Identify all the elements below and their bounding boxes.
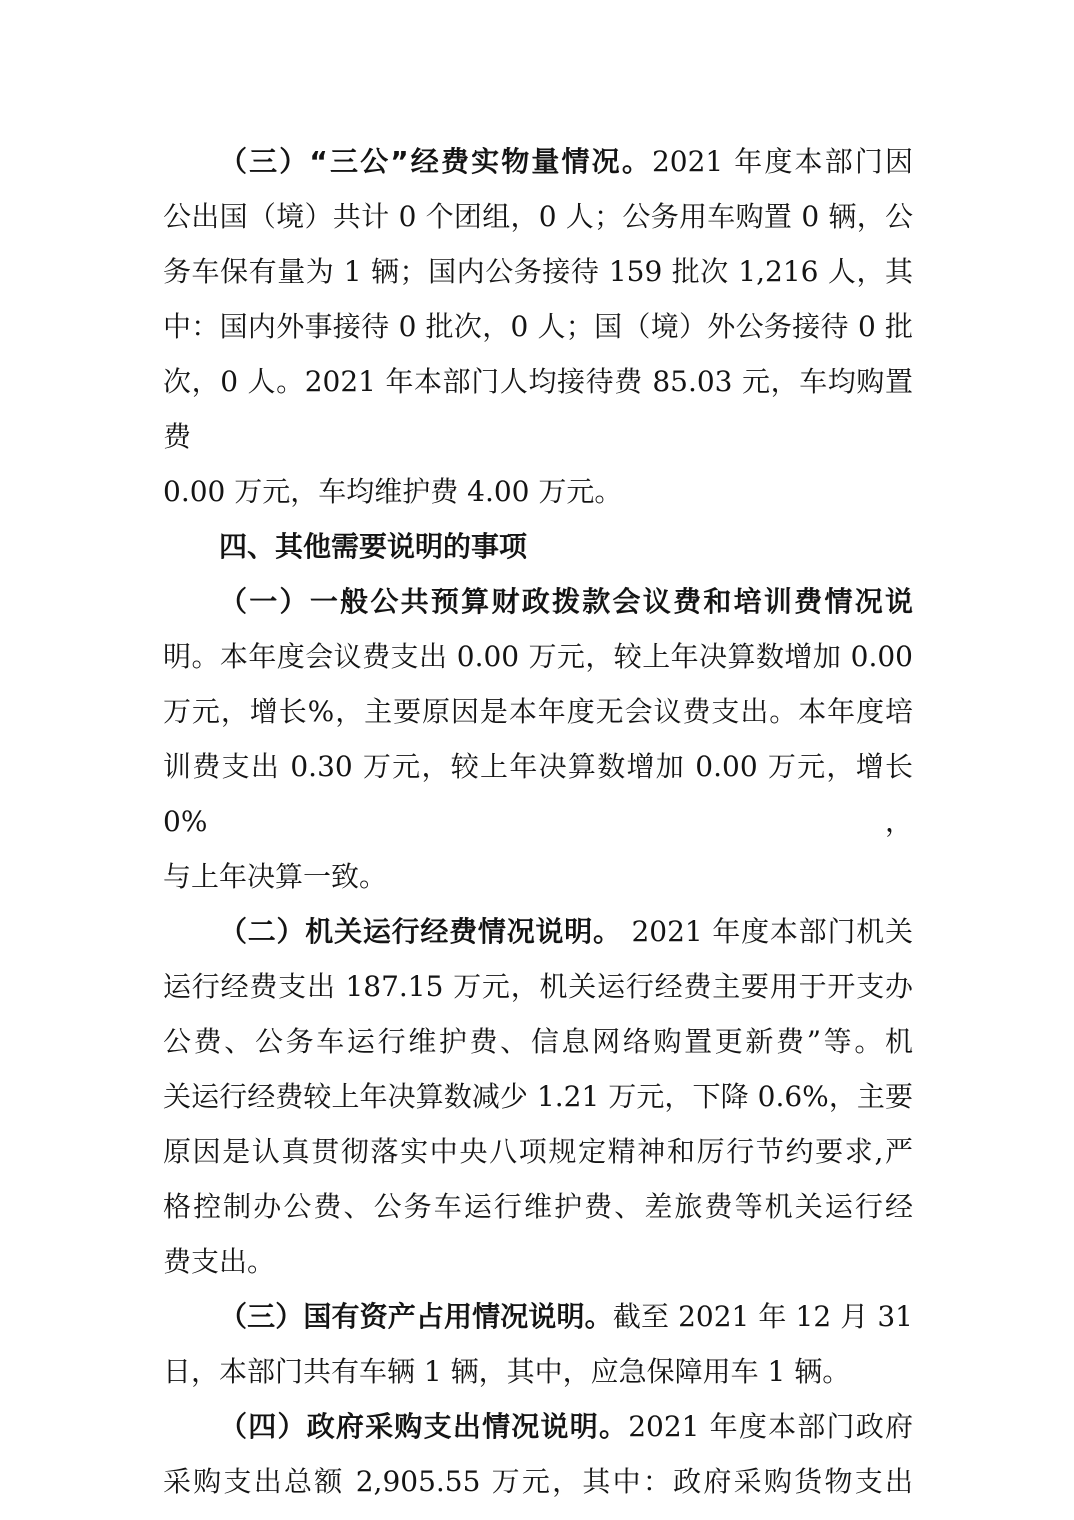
sangong-paragraph xyxy=(163,134,913,519)
item2-line-1: 2021 年度本部门机关 xyxy=(621,915,913,948)
operating-expense-paragraph xyxy=(163,904,913,1289)
item1-line-4: 与上年决算一致。 xyxy=(163,860,388,893)
document-body xyxy=(163,134,913,1509)
procurement-paragraph xyxy=(163,1399,913,1509)
sangong-line-2: 公出国（境）共计 0 个团组，0 人；公务用车购置 0 辆，公 xyxy=(163,200,913,233)
item1-line-2: 万元，增长%，主要原因是本年度无会议费支出。本年度培 xyxy=(163,695,913,728)
item2-line-5: 原因是认真贯彻落实中央八项规定精神和厉行节约要求,严 xyxy=(163,1135,913,1168)
item2-line-6: 格控制办公费、公务车运行维护费、差旅费等机关运行经 xyxy=(163,1190,913,1223)
item3-lead: （三）国有资产占用情况说明。 xyxy=(219,1300,613,1333)
meeting-training-paragraph xyxy=(163,574,913,904)
item3-line-2: 日，本部门共有车辆 1 辆，其中，应急保障用车 1 辆。 xyxy=(163,1355,851,1388)
sangong-line-1: 2021 年度本部门因 xyxy=(651,145,913,178)
item4-lead: （四）政府采购支出情况说明。 xyxy=(219,1410,629,1443)
item4-line-1: 2021 年度本部门政府 xyxy=(628,1410,913,1443)
item2-line-3: 公费、公务车运行维护费、信息网络购置更新费”等。机 xyxy=(163,1025,913,1058)
item1-lead: （一）一般公共预算财政拨款会议费和培训费情况说 xyxy=(219,585,913,618)
sangong-line-5: 次，0 人。2021 年本部门人均接待费 85.03 元，车均购置费 xyxy=(163,365,913,453)
item2-line-7: 费支出。 xyxy=(163,1245,276,1278)
item1-line-3: 训费支出 0.30 万元，较上年决算数增加 0.00 万元，增长 0%， xyxy=(163,750,913,838)
item1-line-1: 明。本年度会议费支出 0.00 万元，较上年决算数增加 0.00 xyxy=(163,640,913,673)
item2-lead: （二）机关运行经费情况说明。 xyxy=(219,915,622,948)
state-assets-paragraph xyxy=(163,1289,913,1399)
item2-line-4: 关运行经费较上年决算数减少 1.21 万元，下降 0.6%，主要 xyxy=(163,1080,913,1113)
item3-line-1: 截至 2021 年 12 月 31 xyxy=(612,1300,913,1333)
item2-line-2: 运行经费支出 187.15 万元，机关运行经费主要用于开支办 xyxy=(163,970,913,1003)
sangong-line-6: 0.00 万元，车均维护费 4.00 万元。 xyxy=(163,475,623,508)
sangong-line-3: 务车保有量为 1 辆；国内公务接待 159 批次 1,216 人，其 xyxy=(163,255,913,288)
sangong-lead: （三）“三公”经费实物量情况。 xyxy=(219,145,652,178)
item4-line-2: 采购支出总额 2,905.55 万元，其中：政府采购货物支出 xyxy=(163,1465,913,1498)
section-heading-4: 四、其他需要说明的事项 xyxy=(219,530,528,563)
sangong-line-4: 中：国内外事接待 0 批次，0 人；国（境）外公务接待 0 批 xyxy=(163,310,913,343)
